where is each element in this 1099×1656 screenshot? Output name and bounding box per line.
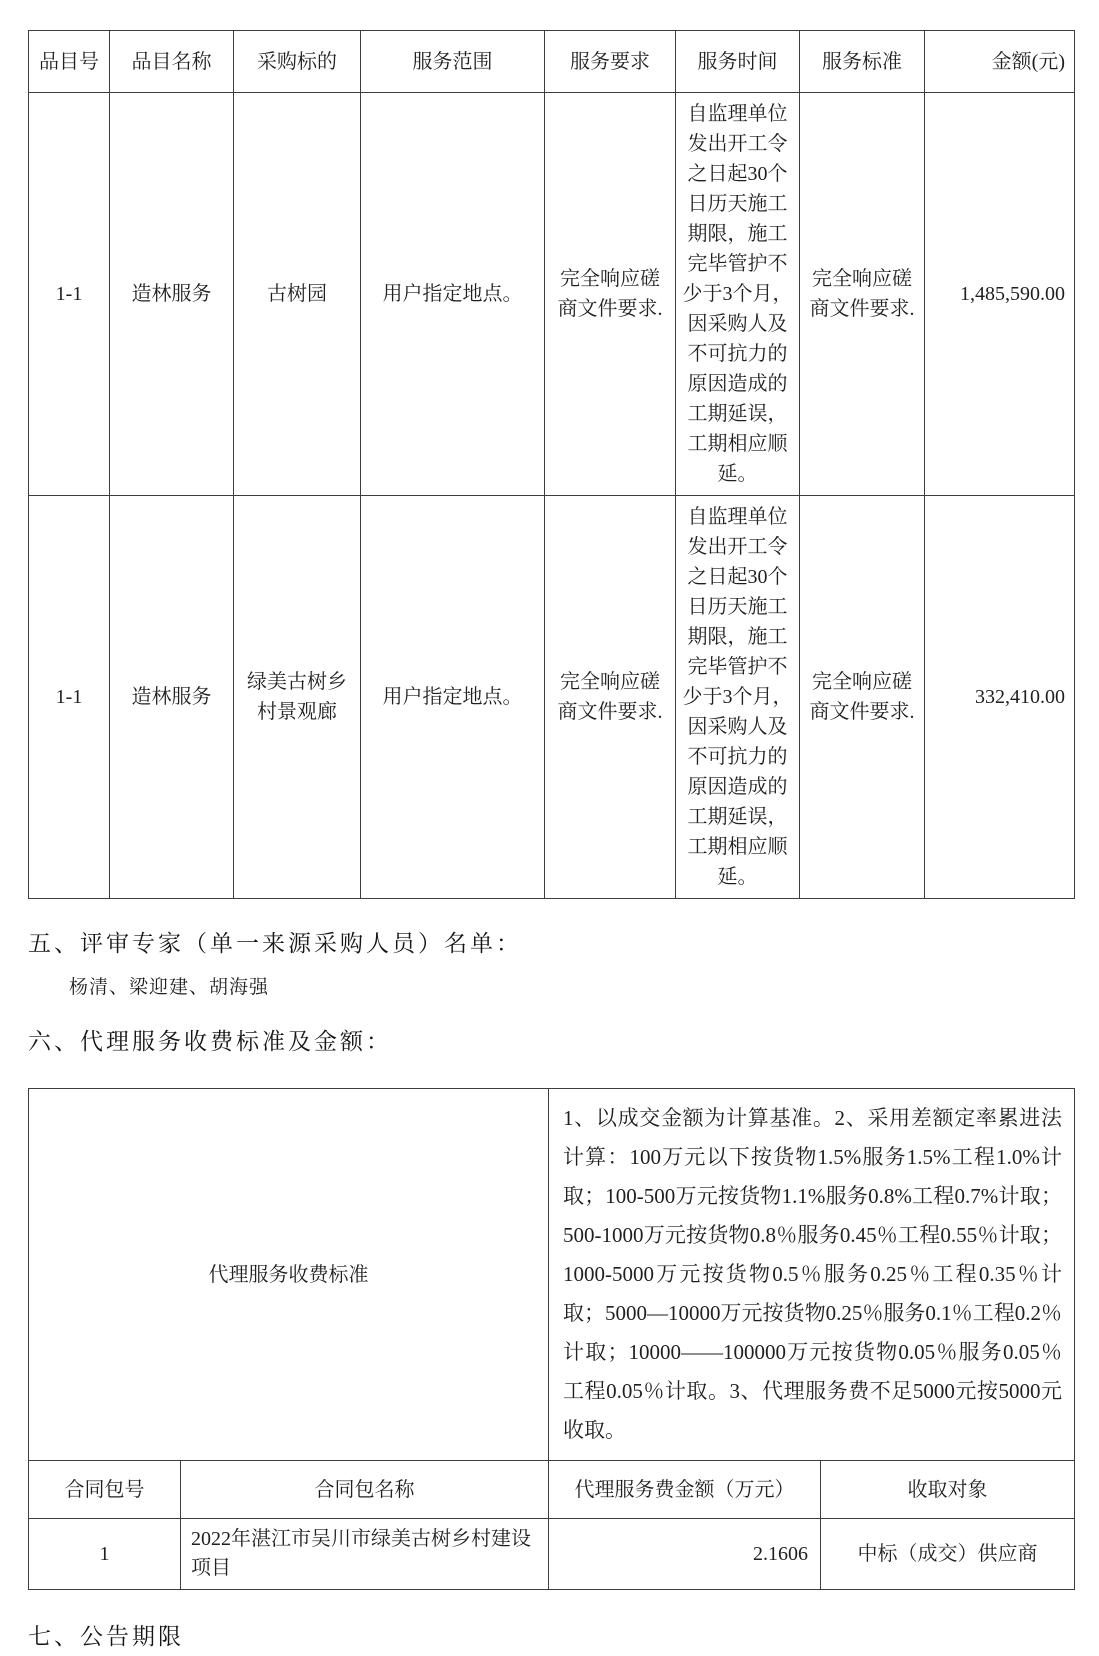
section-5-heading: 五、评审专家（单一来源采购人员）名单： <box>28 931 522 956</box>
header-target: 采购标的 <box>234 31 361 93</box>
cell-amount: 1,485,590.00 <box>925 93 1075 496</box>
items-table <box>28 30 1075 899</box>
fee-standard-label: 代理服务收费标准 <box>29 1089 549 1461</box>
cell-target: 绿美古树乡村景观廊 <box>234 496 361 899</box>
cell-scope: 用户指定地点。 <box>361 93 545 496</box>
cell-charge-target: 中标（成交）供应商 <box>821 1519 1075 1590</box>
header-item-name: 品目名称 <box>110 31 234 93</box>
cell-requirement: 完全响应磋商文件要求. <box>545 496 676 899</box>
cell-time: 自监理单位发出开工令之日起30个日历天施工期限，施工完毕管护不少于3个月，因采购人及不可抗力的原因造成的工期延误，工期相应顺延。 <box>676 93 800 496</box>
cell-package-name: 2022年湛江市吴川市绿美古树乡村建设项目 <box>181 1519 549 1590</box>
cell-requirement: 完全响应磋商文件要求. <box>545 93 676 496</box>
expert-names: 杨清、梁迎建、胡海强 <box>69 977 270 998</box>
items-table-row-1 <box>29 93 1075 496</box>
header-package-no: 合同包号 <box>29 1461 181 1519</box>
cell-item-no: 1-1 <box>29 93 110 496</box>
header-requirement: 服务要求 <box>545 31 676 93</box>
section-6-heading: 六、代理服务收费标准及金额： <box>28 1029 392 1054</box>
header-package-name: 合同包名称 <box>181 1461 549 1519</box>
header-item-no: 品目号 <box>29 31 110 93</box>
header-time: 服务时间 <box>676 31 800 93</box>
cell-item-name: 造林服务 <box>110 496 234 899</box>
fee-standard-row <box>29 1089 1075 1461</box>
fee-table-header-row <box>29 1461 1075 1519</box>
fee-table-row-1 <box>29 1519 1075 1590</box>
section-7-heading: 七、公告期限 <box>28 1624 184 1649</box>
agency-fee-table <box>28 1088 1075 1590</box>
cell-amount: 332,410.00 <box>925 496 1075 899</box>
cell-standard: 完全响应磋商文件要求. <box>800 93 925 496</box>
cell-standard: 完全响应磋商文件要求. <box>800 496 925 899</box>
header-scope: 服务范围 <box>361 31 545 93</box>
items-table-row-2 <box>29 496 1075 899</box>
cell-item-no: 1-1 <box>29 496 110 899</box>
cell-time: 自监理单位发出开工令之日起30个日历天施工期限，施工完毕管护不少于3个月，因采购人及不可抗力的原因造成的工期延误，工期相应顺延。 <box>676 496 800 899</box>
cell-scope: 用户指定地点。 <box>361 496 545 899</box>
header-standard: 服务标准 <box>800 31 925 93</box>
header-charge-target: 收取对象 <box>821 1461 1075 1519</box>
cell-item-name: 造林服务 <box>110 93 234 496</box>
fee-standard-text: 1、以成交金额为计算基准。2、采用差额定率累进法计算：100万元以下按货物1.5%服务1.5%工程1.0%计取；100-500万元按货物1.1%服务0.8%工程0.7%计取；500-1000万元按货物0.8％服务0.45％工程0.55％计取；1000-5000万元按货物0.5％服务0.25％工程0.35％计取；5000—10000万元按货物0.25％服务0.1％工程0.2％计取；10000——100000万元按货物0.05％服务0.05％工程0.05％计取。3、代理服务费不足5000元按5000元收取。 <box>549 1089 1075 1461</box>
cell-target: 古树园 <box>234 93 361 496</box>
items-table-header-row <box>29 31 1075 93</box>
cell-package-no: 1 <box>29 1519 181 1590</box>
cell-fee-amount: 2.1606 <box>549 1519 821 1590</box>
header-amount: 金额(元) <box>925 31 1075 93</box>
header-fee-amount: 代理服务费金额（万元） <box>549 1461 821 1519</box>
